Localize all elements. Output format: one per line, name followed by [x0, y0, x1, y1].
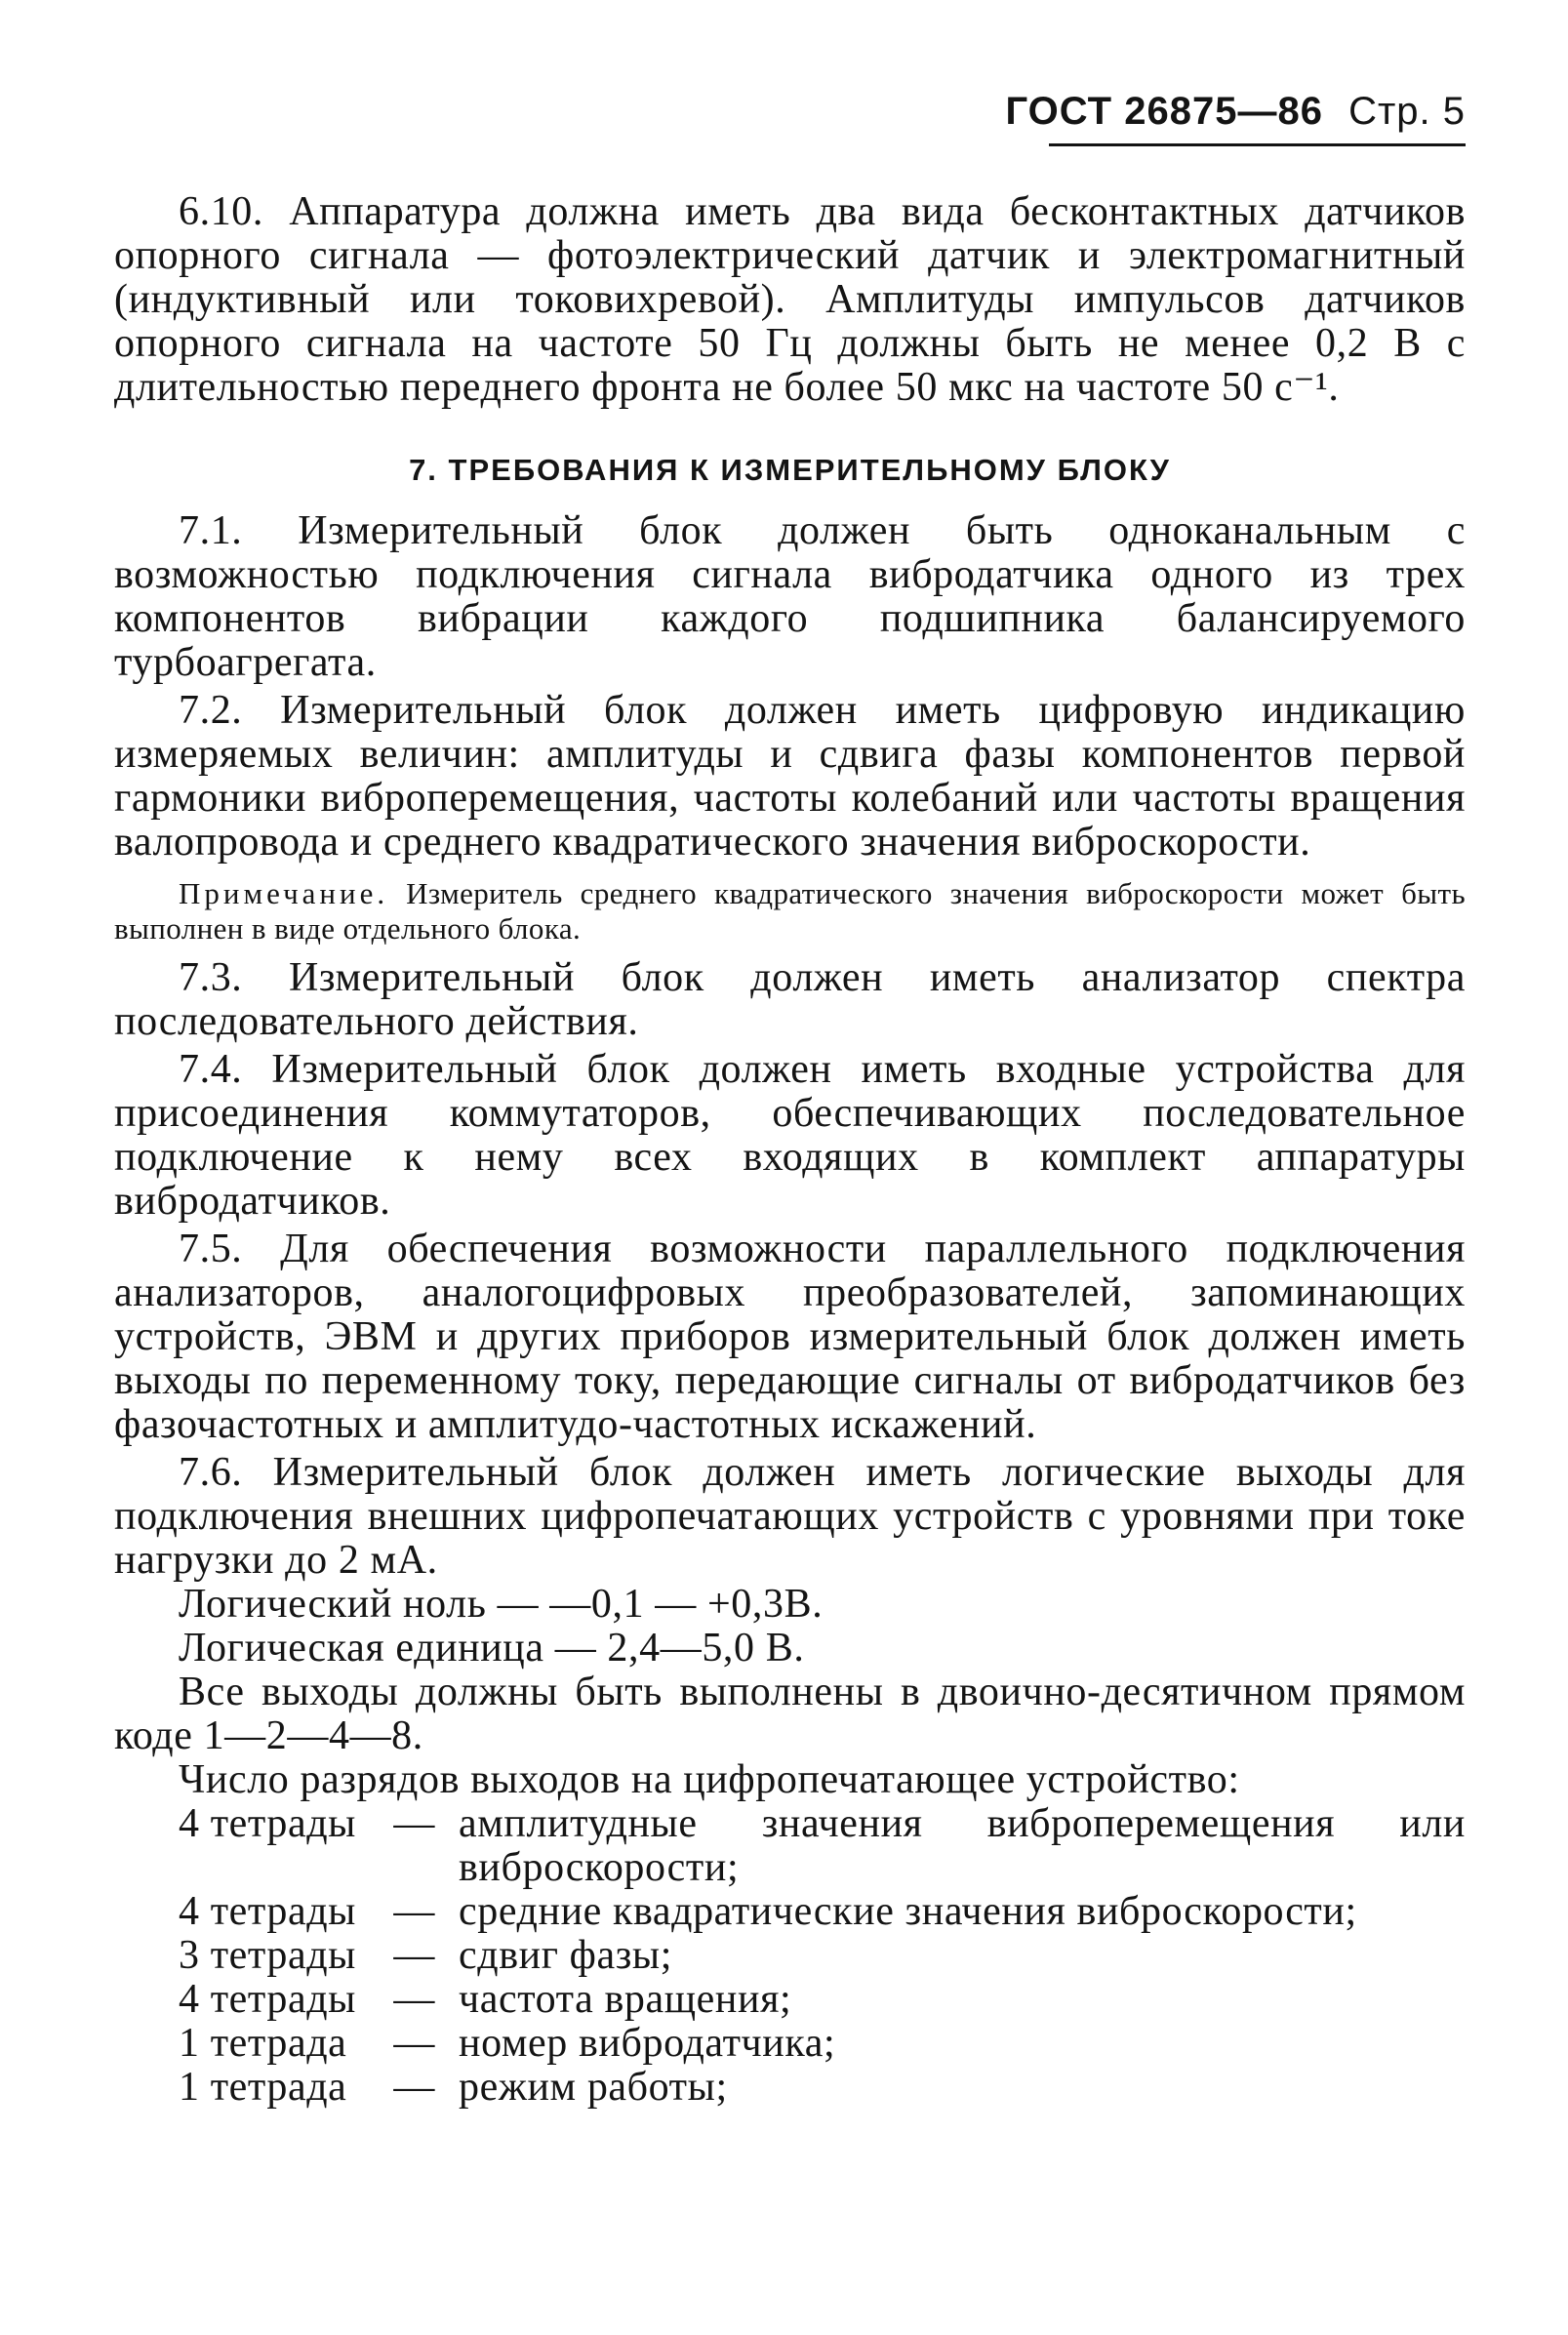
- tetrad-description: частота вращения;: [459, 1977, 792, 2022]
- tetrad-dash: —: [393, 1801, 435, 1846]
- header-rule: [1049, 143, 1466, 146]
- tetrad-description: режим работы;: [459, 2065, 728, 2110]
- tetrad-description: средние квадратические значения виброскорости;: [459, 1889, 1357, 1934]
- list-item: [114, 1890, 1466, 1934]
- list-item: [114, 1978, 1466, 2022]
- paragraph-7-1: 7.1. Измерительный блок должен быть одноканальным с возможностью подключения сигнала вибродатчика одного из трех компонентов вибрации каждого подшипника балансируемого турбоагрегата.: [114, 508, 1466, 685]
- tetrad-count: 3 тетрады: [179, 1933, 356, 1978]
- tetrad-count: 1 тетрада: [179, 2021, 347, 2066]
- outputs-code-line: Все выходы должны быть выполнены в двоично-десятичном прямом коде 1—2—4—8.: [114, 1670, 1466, 1758]
- tetrad-dash: —: [393, 1933, 435, 1978]
- tetrad-description: амплитудные значения виброперемещения или виброскорости;: [459, 1801, 1466, 1890]
- paragraph-7-2: 7.2. Измерительный блок должен иметь цифровую индикацию измеряемых величин: амплитуды и сдвига фазы компонентов первой гармоники виброперемещения, частоты колебаний или частоты вращения валопровода и среднего квадратического значения виброскорости.: [114, 688, 1466, 865]
- digits-intro-line: Число разрядов выходов на цифропечатающее устройство:: [179, 1757, 1240, 1802]
- paragraph-7-3: 7.3. Измерительный блок должен иметь анализатор спектра последовательного действия.: [114, 955, 1466, 1044]
- note-text: Измеритель среднего квадратического значения виброскорости может быть выполнен в виде отдельного блока.: [114, 876, 1466, 946]
- tetrad-description: сдвиг фазы;: [459, 1933, 672, 1978]
- logic-zero-line: Логический ноль — —0,1 — +0,3В.: [179, 1582, 824, 1627]
- tetrad-count: 4 тетрады: [179, 1801, 356, 1846]
- page-header: [1006, 90, 1466, 134]
- document-body: [114, 190, 1466, 2110]
- tetrad-list: [114, 1802, 1466, 2110]
- tetrad-count: 4 тетрады: [179, 1977, 356, 2022]
- page-number: Стр. 5: [1348, 90, 1466, 133]
- section-title: 7. ТРЕБОВАНИЯ К ИЗМЕРИТЕЛЬНОМУ БЛОКУ: [409, 453, 1171, 487]
- list-item: [114, 1934, 1466, 1978]
- tetrad-dash: —: [393, 1977, 435, 2022]
- list-item: [114, 2022, 1466, 2066]
- tetrad-dash: —: [393, 2065, 435, 2110]
- tetrad-description: номер вибродатчика;: [459, 2021, 836, 2066]
- list-item: [114, 2066, 1466, 2110]
- tetrad-dash: —: [393, 2021, 435, 2066]
- logic-one-line: Логическая единица — 2,4—5,0 В.: [179, 1626, 805, 1671]
- paragraph-6-10: 6.10. Аппаратура должна иметь два вида бесконтактных датчиков опорного сигнала — фотоэлектрический датчик и электромагнитный (индуктивный или токовихревой). Амплитуды импульсов датчиков опорного сигнала на частоте 50 Гц должны быть не менее 0,2 В с длительностью переднего фронта не более 50 мкс на частоте 50 с⁻¹.: [114, 189, 1466, 410]
- tetrad-dash: —: [393, 1889, 435, 1934]
- doc-code: ГОСТ 26875—86: [1005, 90, 1323, 133]
- paragraph-7-4: 7.4. Измерительный блок должен иметь входные устройства для присоединения коммутаторов, обеспечивающих последовательное подключение к нему всех входящих в комплект аппаратуры вибродатчиков.: [114, 1047, 1466, 1224]
- paragraph-7-5: 7.5. Для обеспечения возможности параллельного подключения анализаторов, аналогоцифровых преобразователей, запоминающих устройств, ЭВМ и других приборов измерительный блок должен иметь выходы по переменному току, передающие сигналы от вибродатчиков без фазочастотных и амплитудо-частотных искажений.: [114, 1227, 1466, 1447]
- note-label: Примечание.: [179, 876, 389, 910]
- tetrad-count: 1 тетрада: [179, 2065, 347, 2110]
- note: [114, 876, 1466, 946]
- list-item: [114, 1802, 1466, 1890]
- tetrad-count: 4 тетрады: [179, 1889, 356, 1934]
- paragraph-7-6: 7.6. Измерительный блок должен иметь логические выходы для подключения внешних цифропечатающих устройств с уровнями при токе нагрузки до 2 мА.: [114, 1450, 1466, 1583]
